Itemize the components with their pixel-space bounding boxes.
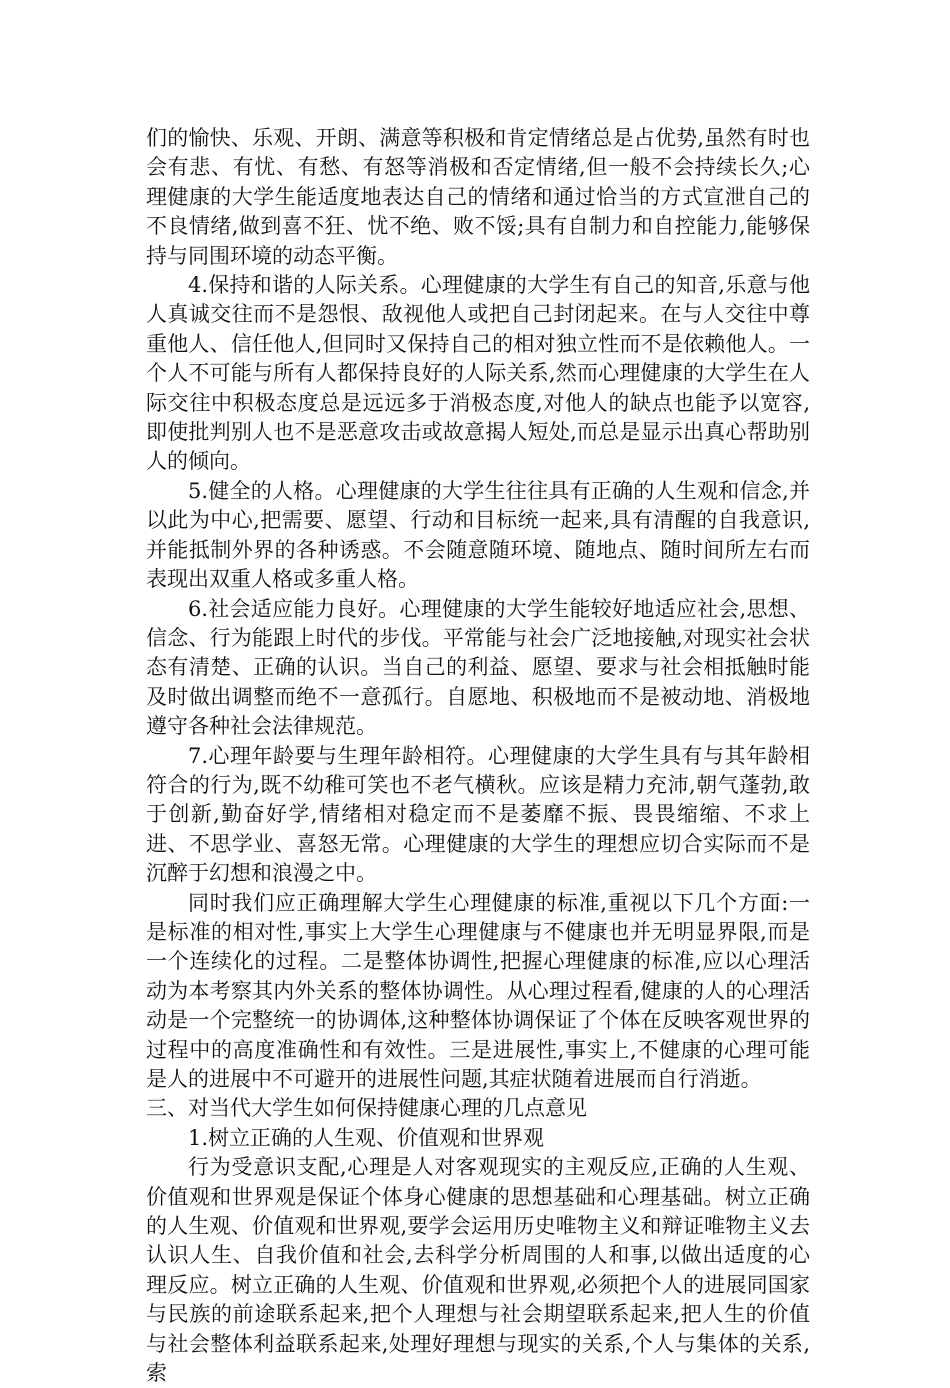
paragraph-psychological-age: 7.心理年龄要与生理年龄相符。心理健康的大学生具有与其年龄相符合的行为,既不幼稚可笑也不老气横秋。应该是精力充沛,朝气蓬勃,敢于创新,勤奋好学,情绪相对稳定而不是萎靡不振、畏畏缩缩、不求上进、不思学业、喜怒无常。心理健康的大学生的理想应切合实际而不是沉醉于幻想和浪漫之中。 xyxy=(146,743,810,886)
paragraph-social-adaptation: 6.社会适应能力良好。心理健康的大学生能较好地适应社会,思想、信念、行为能跟上时代的步伐。平常能与社会广泛地接触,对现实社会状态有清楚、正确的认识。当自己的利益、愿望、要求与社会相抵触时能及时做出调整而绝不一意孤行。自愿地、积极地而不是被动地、消极地遵守各种社会法律规范。 xyxy=(146,596,810,739)
subheading-worldview: 1.树立正确的人生观、价值观和世界观 xyxy=(188,1125,545,1150)
paragraph-emotion-continuation: 们的愉快、乐观、开朗、满意等积极和肯定情绪总是占优势,虽然有时也会有悲、有忧、有愁、有怒等消极和否定情绪,但一般不会持续长久;心理健康的大学生能适度地表达自己的情绪和通过恰当的方式宣泄自己的不良情绪,做到喜不狂、忧不绝、败不馁;具有自制力和自控能力,能够保持与同围环境的动态平衡。 xyxy=(146,126,810,268)
paragraph-sound-personality: 5.健全的人格。心理健康的大学生往往具有正确的人生观和信念,并以此为中心,把需要、愿望、行动和目标统一起来,具有清醒的自我意识,并能抵制外界的各种诱惑。不会随意随环境、随地点、随时间所左右而表现出双重人格或多重人格。 xyxy=(146,478,810,592)
paragraph-interpersonal-relations: 4.保持和谐的人际关系。心理健康的大学生有自己的知音,乐意与他人真诚交往而不是怨恨、敌视他人或把自己封闭起来。在与人交往中尊重他人、信任他人,但同时又保持自己的相对独立性而不是依赖他人。一个人不可能与所有人都保持良好的人际关系,然而心理健康的大学生在人际交往中积极态度总是远远多于消极态度,对他人的缺点也能予以宽容,即使批判别人也不是恶意攻击或故意揭人短处,而总是显示出真心帮助别人的倾向。 xyxy=(146,273,810,474)
section-heading-three: 三、对当代大学生如何保持健康心理的几点意见 xyxy=(146,1096,587,1121)
paragraph-worldview-body: 行为受意识支配,心理是人对客观现实的主观反应,正确的人生观、价值观和世界观是保证个体身心健康的思想基础和心理基础。树立正确的人生观、价值观和世界观,要学会运用历史唯物主义和辩证唯物主义去认识人生、自我价值和社会,去科学分析周围的人和事,以做出适度的心理反应。树立正确的人生观、价值观和世界观,必须把个人的进展同国家与民族的前途联系起来,把个人理想与社会期望联系起来,把人生的价值与社会整体利益联系起来,处理好理想与现实的关系,个人与集体的关系,索 xyxy=(146,1155,810,1386)
paragraph-standards-understanding: 同时我们应正确理解大学生心理健康的标准,重视以下几个方面:一是标准的相对性,事实上大学生心理健康与不健康也并无明显界限,而是一个连续化的过程。二是整体协调性,把握心理健康的标准,应以心理活动为本考察其内外关系的整体协调性。从心理过程看,健康的人的心理活动是一个完整统一的协调体,这种整体协调保证了个体在反映客观世界的过程中的高度准确性和有效性。三是进展性,事实上,不健康的心理可能是人的进展中不可避开的进展性问题,其症状随着进展而自行消逝。 xyxy=(146,890,810,1091)
document-body xyxy=(146,124,810,1388)
